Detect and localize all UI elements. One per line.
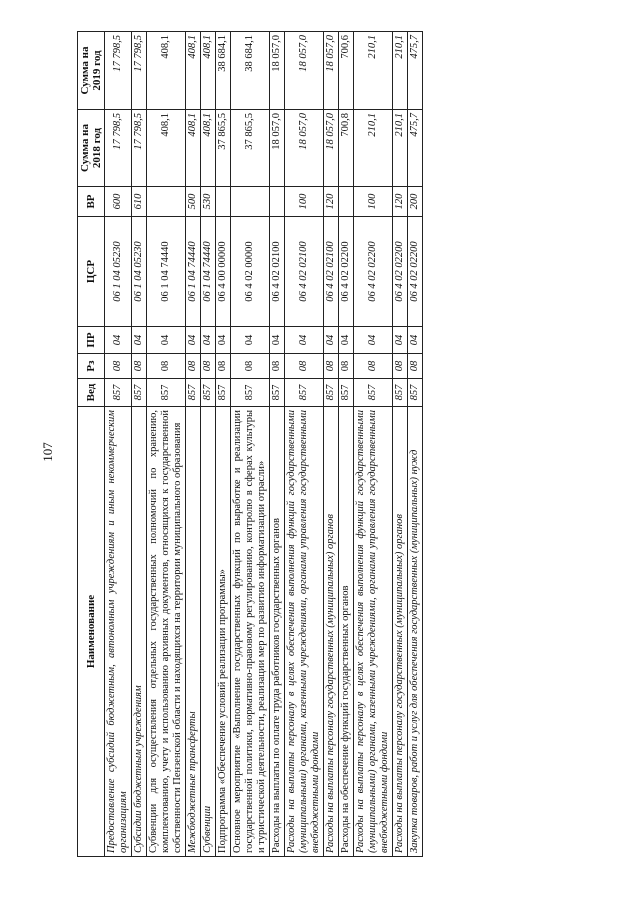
header-sum-2019: Сумма на 2019 год [78,32,105,110]
cell-csr: 06 4 02 00000 [231,217,270,327]
cell-ved: 857 [270,379,285,407]
cell-vr: 100 [354,187,393,217]
cell-name: Субвенции [201,407,216,857]
cell-sum-2018: 37 865,5 [216,110,231,187]
cell-ved: 857 [408,379,423,407]
cell-vr [231,187,270,217]
table-row [201,32,216,857]
header-ved: Вед [78,379,105,407]
rotated-page [77,32,592,857]
cell-name: Межбюджетные трансферты [186,407,201,857]
header-name: Наименование [78,407,105,857]
cell-pr: 04 [393,327,408,354]
table-row [285,32,324,857]
cell-sum-2018: 210,1 [354,110,393,187]
header-rz: Рз [78,354,105,379]
cell-sum-2019: 475,7 [408,32,423,110]
cell-sum-2018: 18 057,0 [270,110,285,187]
cell-ved: 857 [231,379,270,407]
cell-rz: 08 [186,354,201,379]
cell-name: Расходы на выплаты персоналу государственных (муниципальных) органов [393,407,408,857]
cell-name: Субвенции для осуществления отдельных государственных полномочий по хранению, комплектованию, учету и использованию архивных документов, относящихся к государственной собственности Пензенской области и находящихся на территории муниципального образования [147,407,186,857]
cell-csr: 06 4 02 02200 [393,217,408,327]
cell-vr [270,187,285,217]
cell-vr: 600 [105,187,132,217]
cell-csr: 06 1 04 74440 [147,217,186,327]
page-number: 107 [40,442,55,462]
cell-vr: 120 [393,187,408,217]
cell-sum-2019: 17 798,5 [132,32,147,110]
cell-sum-2019: 18 057,0 [270,32,285,110]
cell-ved: 857 [132,379,147,407]
cell-pr: 04 [231,327,270,354]
budget-table [77,31,423,857]
cell-rz: 08 [393,354,408,379]
cell-vr: 530 [201,187,216,217]
cell-csr: 06 4 02 02100 [324,217,339,327]
cell-sum-2018: 700,8 [339,110,354,187]
cell-name: Расходы на выплаты по оплате труда работников государственных органов [270,407,285,857]
cell-name: Расходы на выплаты персоналу государственных (муниципальных) органов [324,407,339,857]
cell-sum-2018: 408,1 [147,110,186,187]
table-row [147,32,186,857]
cell-pr: 04 [408,327,423,354]
cell-pr: 04 [132,327,147,354]
table-row [339,32,354,857]
cell-csr: 06 4 02 02100 [285,217,324,327]
cell-rz: 08 [324,354,339,379]
table-row [231,32,270,857]
cell-pr: 04 [186,327,201,354]
cell-sum-2018: 18 057,0 [285,110,324,187]
header-pr: ПР [78,327,105,354]
cell-ved: 857 [201,379,216,407]
cell-name: Расходы на выплаты персоналу в целях обеспечения выполнения функций государственными (муниципальными) органами, казенными учреждениями, органами управления государственными внебюджетными фондами [354,407,393,857]
cell-pr: 04 [339,327,354,354]
header-row [78,32,105,857]
cell-csr: 06 1 04 05230 [132,217,147,327]
cell-rz: 08 [270,354,285,379]
cell-sum-2019: 408,1 [201,32,216,110]
cell-sum-2018: 408,1 [201,110,216,187]
cell-csr: 06 1 04 74440 [186,217,201,327]
cell-rz: 08 [354,354,393,379]
cell-sum-2018: 17 798,5 [105,110,132,187]
table-row [324,32,339,857]
header-csr: ЦСР [78,217,105,327]
cell-ved: 857 [216,379,231,407]
cell-csr: 06 4 02 02200 [408,217,423,327]
cell-csr: 06 4 02 02200 [339,217,354,327]
cell-vr [339,187,354,217]
cell-sum-2018: 210,1 [393,110,408,187]
cell-rz: 08 [285,354,324,379]
cell-sum-2019: 210,1 [393,32,408,110]
header-vr: ВР [78,187,105,217]
cell-sum-2018: 17 798,5 [132,110,147,187]
cell-sum-2018: 37 865,5 [231,110,270,187]
cell-rz: 08 [105,354,132,379]
cell-pr: 04 [216,327,231,354]
cell-ved: 857 [105,379,132,407]
cell-sum-2019: 17 798,5 [105,32,132,110]
cell-sum-2019: 38 684,1 [216,32,231,110]
cell-pr: 04 [201,327,216,354]
cell-pr: 04 [270,327,285,354]
cell-name: Основное мероприятие «Выполнение государственных функций по выработке и реализации государственной политики, нормативно-правовому регулированию, контролю в сферах культуры и туристической деятельности, реализации мер по развитию информатизации отрасли» [231,407,270,857]
cell-vr: 500 [186,187,201,217]
cell-csr: 06 4 00 00000 [216,217,231,327]
table-row [270,32,285,857]
cell-rz: 08 [132,354,147,379]
cell-ved: 857 [324,379,339,407]
cell-vr: 120 [324,187,339,217]
cell-pr: 04 [324,327,339,354]
cell-rz: 08 [231,354,270,379]
cell-sum-2019: 408,1 [186,32,201,110]
table-row [216,32,231,857]
cell-vr: 200 [408,187,423,217]
cell-pr: 04 [105,327,132,354]
cell-rz: 08 [408,354,423,379]
cell-csr: 06 1 04 05230 [105,217,132,327]
cell-sum-2019: 210,1 [354,32,393,110]
cell-name: Расходы на выплаты персоналу в целях обеспечения выполнения функций государственными (муниципальными) органами, казенными учреждениями, органами управления государственными внебюджетными фондами [285,407,324,857]
table-row [408,32,423,857]
table-row [186,32,201,857]
cell-ved: 857 [339,379,354,407]
cell-vr: 610 [132,187,147,217]
cell-csr: 06 4 02 02100 [270,217,285,327]
cell-sum-2018: 18 057,0 [324,110,339,187]
cell-vr [216,187,231,217]
cell-rz: 08 [147,354,186,379]
cell-vr [147,187,186,217]
cell-pr: 04 [354,327,393,354]
cell-sum-2019: 38 684,1 [231,32,270,110]
cell-name: Подпрограмма «Обеспечение условий реализации программы» [216,407,231,857]
cell-vr: 100 [285,187,324,217]
cell-ved: 857 [147,379,186,407]
table-row [132,32,147,857]
cell-sum-2018: 475,7 [408,110,423,187]
cell-rz: 08 [216,354,231,379]
cell-name: Предоставление субсидий бюджетным, автономным учреждениям и иным некоммерческим организациям [105,407,132,857]
cell-pr: 04 [285,327,324,354]
header-sum-2018: Сумма на 2018 год [78,110,105,187]
cell-sum-2018: 408,1 [186,110,201,187]
cell-ved: 857 [354,379,393,407]
cell-sum-2019: 18 057,0 [324,32,339,110]
cell-ved: 857 [285,379,324,407]
cell-pr: 04 [147,327,186,354]
cell-name: Расходы на обеспечение функций государственных органов [339,407,354,857]
cell-rz: 08 [339,354,354,379]
table-row [354,32,393,857]
cell-rz: 08 [201,354,216,379]
cell-ved: 857 [393,379,408,407]
cell-name: Закупка товаров, работ и услуг для обеспечения государственных (муниципальных) нужд [408,407,423,857]
cell-sum-2019: 18 057,0 [285,32,324,110]
cell-csr: 06 4 02 02200 [354,217,393,327]
table-row [393,32,408,857]
cell-sum-2019: 700,6 [339,32,354,110]
cell-name: Субсидии бюджетным учреждениям [132,407,147,857]
cell-csr: 06 1 04 74440 [201,217,216,327]
cell-sum-2019: 408,1 [147,32,186,110]
cell-ved: 857 [186,379,201,407]
table-row [105,32,132,857]
